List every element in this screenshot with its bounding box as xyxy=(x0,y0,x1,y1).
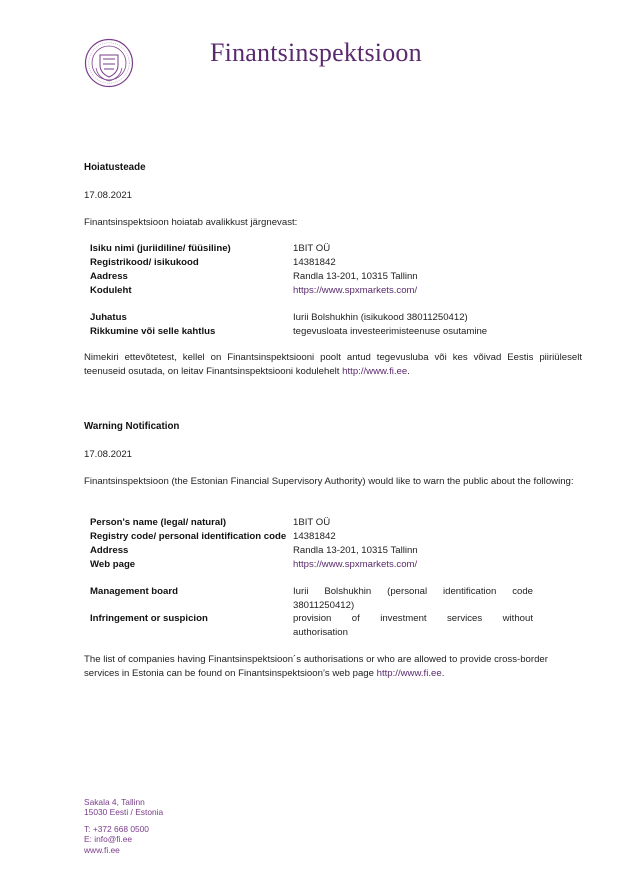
est-closing-text: Nimekiri ettevõtetest, kellel on Finantsinspektsiooni poolt antud tegevusluba või kes võivad Eestis piiriüleselt teenuseid osutada, on leitav Finantsinspektsiooni kodulehelt xyxy=(84,352,582,377)
eng-title: Warning Notification xyxy=(84,421,180,432)
footer-phone: T: +372 668 0500 xyxy=(84,823,149,834)
eng-field-value: Iurii Bolshukhin (personal identification code 38011250412) xyxy=(293,586,533,611)
est-website-link[interactable]: https://www.spxmarkets.com/ xyxy=(293,285,418,296)
est-field-value: 14381842 xyxy=(293,257,336,268)
est-field-label: Juhatus xyxy=(90,312,127,323)
eng-field-value: 14381842 xyxy=(293,531,336,542)
eng-field-label: Web page xyxy=(90,559,136,570)
est-closing-paragraph xyxy=(84,351,582,379)
footer-contact xyxy=(84,797,163,855)
eng-website-link[interactable]: https://www.spxmarkets.com/ xyxy=(293,559,418,570)
eng-field-label: Registry code/ personal identification code xyxy=(90,531,287,542)
eng-fi-link[interactable]: http://www.fi.ee xyxy=(376,668,442,679)
eng-intro: Finantsinspektsioon (the Estonian Financial Supervisory Authority) would like to warn the public about the following: xyxy=(84,476,574,487)
est-intro: Finantsinspektsioon hoiatab avalikkust järgnevast: xyxy=(84,217,298,228)
est-field-label: Registrikood/ isikukood xyxy=(90,257,199,268)
est-field-value: tegevusloata investeerimisteenuse osutamine xyxy=(293,326,488,337)
eng-field-value: provision of investment services without authorisation xyxy=(293,613,533,638)
eng-field-value: Randla 13-201, 10315 Tallinn xyxy=(293,545,418,556)
brand-wordmark: Finantsinspektsioon xyxy=(210,38,422,67)
est-field-label: Rikkumine või selle kahtlus xyxy=(90,326,216,337)
est-field-value: 1BIT OÜ xyxy=(293,243,331,254)
est-field-label: Koduleht xyxy=(90,285,132,296)
eng-closing-paragraph xyxy=(84,653,582,681)
footer-address-line1: Sakala 4, Tallinn xyxy=(84,797,145,807)
eng-date: 17.08.2021 xyxy=(84,449,133,460)
eng-field-label: Address xyxy=(90,545,129,556)
est-field-label: Isiku nimi (juriidiline/ füüsiline) xyxy=(90,243,231,254)
eng-field-value: 1BIT OÜ xyxy=(293,517,331,528)
eng-field-label: Management board xyxy=(90,586,178,597)
fi-seal-icon xyxy=(84,38,134,88)
est-field-value: Randla 13-201, 10315 Tallinn xyxy=(293,271,418,282)
footer-website[interactable]: www.fi.ee xyxy=(84,844,120,855)
est-closing-end: . xyxy=(407,366,410,377)
eng-field-label: Infringement or suspicion xyxy=(90,613,208,624)
est-field-value: Iurii Bolshukhin (isikukood 38011250412) xyxy=(293,312,468,323)
footer-email[interactable]: E: info@fi.ee xyxy=(84,834,133,845)
footer-address-line2: 15030 Eesti / Estonia xyxy=(84,807,164,818)
eng-closing-text: The list of companies having Finantsinspektsioon´s authorisations or who are allowed to provide cross-border services in Estonia can be found on Finantsinspektsioon’s web page xyxy=(84,654,548,679)
est-date: 17.08.2021 xyxy=(84,190,133,201)
est-field-label: Aadress xyxy=(90,271,128,282)
est-title: Hoiatusteade xyxy=(84,162,146,173)
eng-closing-end: . xyxy=(441,668,445,679)
eng-field-label: Person's name (legal/ natural) xyxy=(90,517,227,528)
est-fi-link[interactable]: http://www.fi.ee xyxy=(342,366,408,377)
